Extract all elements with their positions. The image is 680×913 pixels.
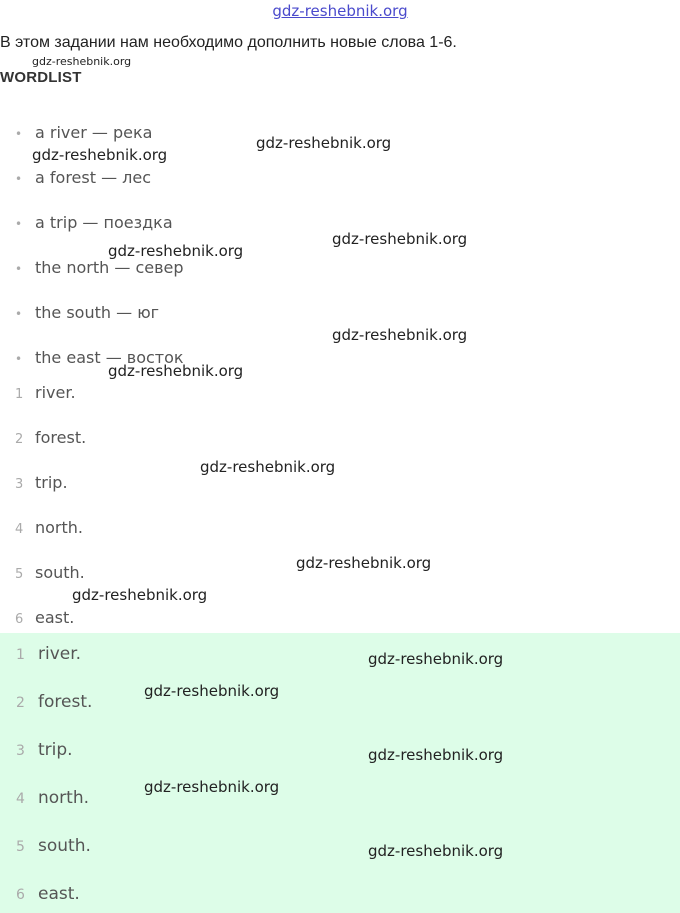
wordlist-item: • a trip — поездка: [15, 213, 173, 232]
answer-item: 4 north.: [16, 788, 90, 808]
item-number: 5: [15, 567, 24, 582]
item-number: 1: [15, 387, 24, 402]
bullet-icon: •: [15, 172, 23, 186]
answer-item: 5 south.: [16, 836, 91, 856]
bullet-icon: •: [15, 352, 23, 366]
item-number: 2: [15, 432, 24, 447]
watermark: gdz-reshebnik.org: [32, 146, 168, 164]
watermark: gdz-reshebnik.org: [32, 55, 132, 68]
answer-number: 5: [16, 839, 25, 855]
watermark: gdz-reshebnik.org: [144, 778, 280, 796]
watermark: gdz-reshebnik.org: [332, 230, 468, 248]
watermark: gdz-reshebnik.org: [256, 134, 392, 152]
wordlist-heading: WORDLIST: [0, 69, 82, 86]
answer-number: 6: [16, 887, 25, 903]
numbered-item: 6 east.: [15, 608, 75, 627]
numbered-item: 5 south.: [15, 563, 85, 582]
numbered-item: 1 river.: [15, 383, 76, 402]
bullet-icon: •: [15, 217, 23, 231]
answer-item: 2 forest.: [16, 692, 93, 712]
answer-number: 3: [16, 743, 25, 759]
numbered-item: 3 trip.: [15, 473, 68, 492]
watermark: gdz-reshebnik.org: [368, 746, 504, 764]
answer-number: 1: [16, 647, 25, 663]
watermark: gdz-reshebnik.org: [144, 682, 280, 700]
numbered-item: 2 forest.: [15, 428, 87, 447]
answer-number: 2: [16, 695, 25, 711]
watermark: gdz-reshebnik.org: [108, 362, 244, 380]
site-link[interactable]: gdz-reshebnik.org: [272, 2, 408, 20]
item-number: 4: [15, 522, 24, 537]
item-number: 3: [15, 477, 24, 492]
answer-item: 1 river.: [16, 644, 82, 664]
watermark: gdz-reshebnik.org: [108, 242, 244, 260]
wordlist-item: • the east — восток: [15, 348, 184, 367]
item-number: 6: [15, 612, 24, 627]
intro-text: В этом задании нам необходимо дополнить новые слова 1-6.: [0, 34, 457, 51]
watermark: gdz-reshebnik.org: [332, 326, 468, 344]
wordlist-item: • the south — юг: [15, 303, 160, 322]
answer-item: 6 east.: [16, 884, 80, 904]
bullet-icon: •: [15, 307, 23, 321]
bullet-icon: •: [15, 262, 23, 276]
watermark: gdz-reshebnik.org: [72, 586, 208, 604]
answer-item: 3 trip.: [16, 740, 73, 760]
watermark: gdz-reshebnik.org: [368, 650, 504, 668]
watermark: gdz-reshebnik.org: [200, 458, 336, 476]
wordlist-item: • a forest — лес: [15, 168, 152, 187]
wordlist-item: • a river — река: [15, 123, 153, 142]
wordlist-item: • the north — север: [15, 258, 184, 277]
answer-box: [0, 633, 680, 913]
numbered-item: 4 north.: [15, 518, 84, 537]
bullet-icon: •: [15, 127, 23, 141]
watermark: gdz-reshebnik.org: [368, 842, 504, 860]
watermark: gdz-reshebnik.org: [296, 554, 432, 572]
answer-number: 4: [16, 791, 25, 807]
